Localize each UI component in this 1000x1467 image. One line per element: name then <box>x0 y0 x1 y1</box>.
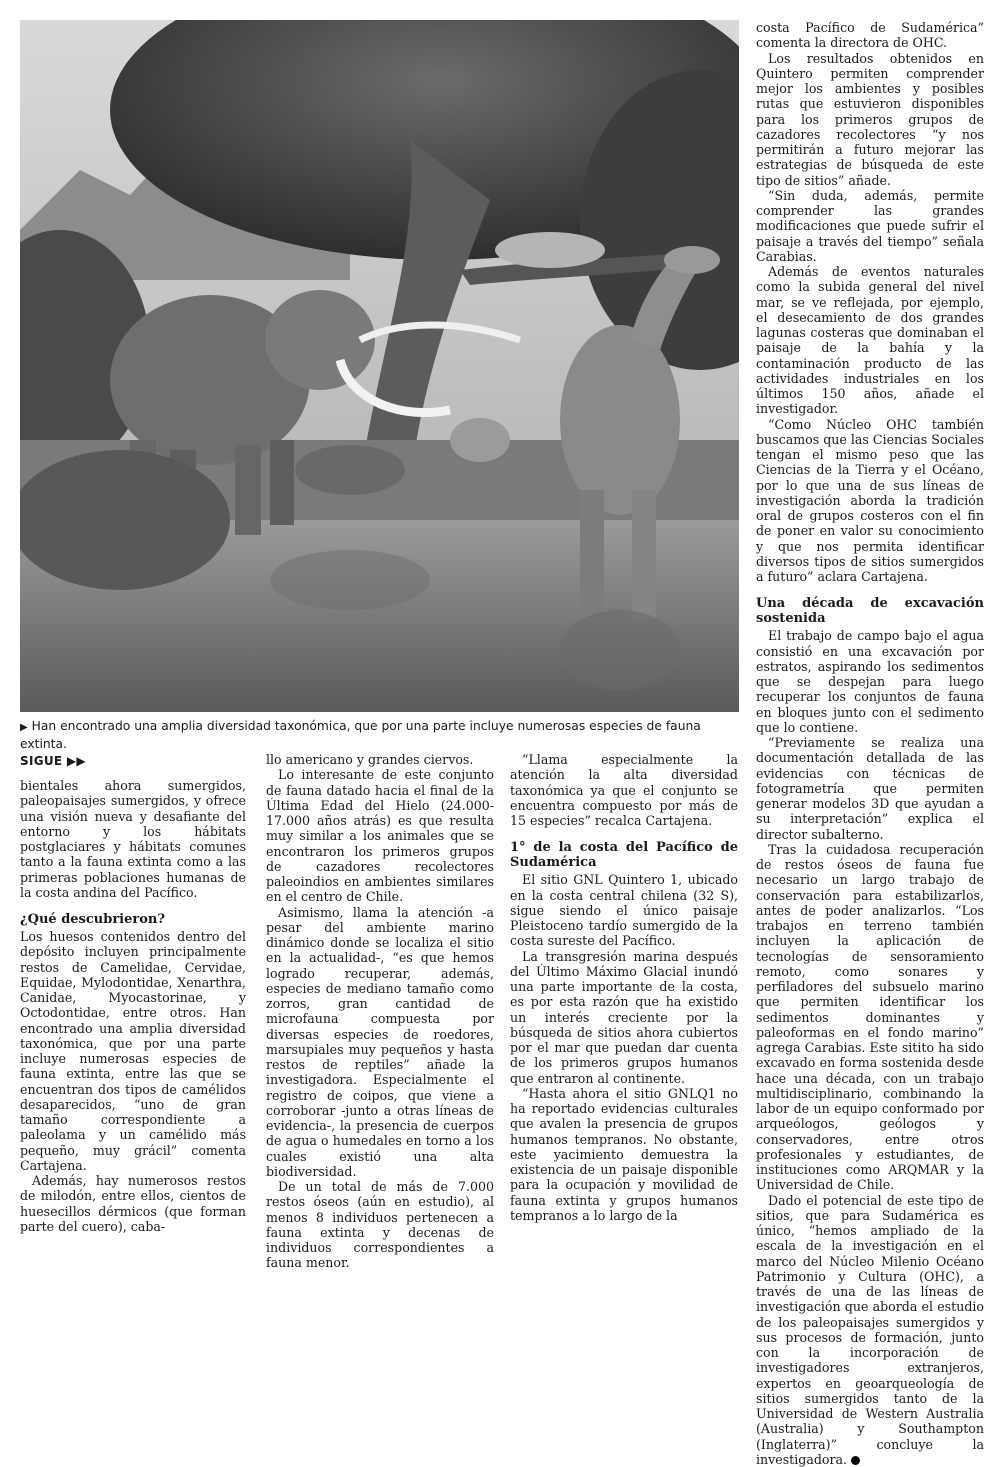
paragraph: Además, hay numerosos restos de milodón, entre ellos, cientos de huesecillos dérmicos (que forman parte del cuero), caba- <box>20 1173 246 1234</box>
fauna-illustration <box>20 20 739 712</box>
article-column-2 <box>266 752 494 1271</box>
paragraph: “Hasta ahora el sitio GNLQ1 no ha reportado evidencias culturales que avalen la presencia de grupos humanos tempranos. No obstante, este yacimiento demuestra la existencia de un paisaje disponible para la ocupación y movilidad de fauna extinta y grupos humanos tempranos a lo largo de la <box>510 1086 738 1223</box>
paragraph: Asimismo, llama la atención -a pesar del ambiente marino dinámico donde se localiza el sitio en la actualidad-, “es que hemos logrado recuperar, además, especies de mediano tamaño como zorros, gran cantidad de microfauna compuesta por diversas especies de roedores, marsupiales muy pequeños y hasta restos de reptiles” añade la investigadora. Especialmente el registro de coipos, que viene a corroborar -junto a otras líneas de evidencia-, la presencia de cuerpos de agua o humedales en torno a los cuales existió una alta biodiversidad. <box>266 905 494 1180</box>
deer-figure <box>450 418 510 462</box>
caption-marker-icon: ▶ <box>20 722 28 733</box>
article-column-3 <box>510 752 738 1223</box>
section-heading: ¿Qué descubrieron? <box>20 912 246 927</box>
paragraph: bientales ahora sumergidos, paleopaisajes sumergidos, y ofrece una visión nueva y desafiante del entorno y los hábitats postglaciares y hábitats comunes tanto a la fauna extinta como a las primeras poblaciones humanas de la costa andina del Pacífico. <box>20 778 246 900</box>
jaguar-figure <box>495 232 605 268</box>
paragraph: “Sin duda, además, permite comprender las grandes modificaciones que puede sufrir el paisaje a través del tiempo” señala Carabias. <box>756 188 984 264</box>
paragraph: “Llama especialmente la atención la alta diversidad taxonómica ya que el conjunto se encuentra compuesto por más de 15 especies” recalca Cartajena. <box>510 752 738 828</box>
paragraph-last <box>756 1193 984 1467</box>
article-column-1 <box>20 778 246 1234</box>
paragraph-text: Dado el potencial de este tipo de sitios, que para Sudamérica es único, “hemos ampliado de la escala de la investigación en el marco del Núcleo Milenio Océano Patrimonio y Cultura (OHC), a través de una de las líneas de investigación que aborda el estudio de los paleopaisajes sumergidos y sus procesos de formación, junto con la incorporación de investigadores extranjeros, expertos en geoarqueología de sitios sumergidos tanto de la Universidad de Western Australia (Australia) y Southampton (Inglaterra)” concluye la investigadora. <box>756 1193 984 1467</box>
paragraph: costa Pacífico de Sudamérica” comenta la directora de OHC. <box>756 20 984 51</box>
article-column-4 <box>756 20 984 1467</box>
paragraph: Los resultados obtenidos en Quintero permiten comprender mejor los ambientes y posibles rutas que estuvieron disponibles para los primeros grupos de cazadores recolectores “y nos permitirán a futuro mejorar las estrategias de búsqueda de este tipo de sitios” añade. <box>756 51 984 188</box>
paragraph: Los huesos contenidos dentro del depósito incluyen principalmente restos de Camelidae, Cervidae, Equidae, Mylodontidae, Xenarthra, Canidae, Myocastorinae, y Octodontidae, entre otros. Han encontrado una amplia diversidad taxonómica, que por una parte incluye numerosas especies de fauna extinta, entre las que se encuentran dos tipos de camélidos desaparecidos, “uno de gran tamaño correspondiente a paleolama y un camélido más pequeño, muy grácil” comenta Cartajena. <box>20 929 246 1173</box>
paragraph: El sitio GNL Quintero 1, ubicado en la costa central chilena (32 S), sigue siendo el único paisaje Pleistoceno tardío sumergido de la costa sureste del Pacífico. <box>510 872 738 948</box>
article-illustration <box>20 20 739 712</box>
paragraph: Lo interesante de este conjunto de fauna datado hacia el final de la Última Edad del Hielo (24.000-17.000 años atrás) es que resulta muy similar a los animales que se encontraron los primeros grupos de cazadores recolectores paleoindios en ambientes similares en el centro de Chile. <box>266 767 494 904</box>
ground-sloth-figure <box>20 450 230 590</box>
paragraph: “Como Núcleo OHC también buscamos que las Ciencias Sociales tengan el mismo peso que las Ciencias de la Tierra y el Océano, por lo que una de sus líneas de investigación aborda la tradición oral de grupos costeros con el fin de poner en valor su conocimiento y que nos permita identificar diversos tipos de sitios sumergidos a futuro” aclara Cartajena. <box>756 417 984 585</box>
paragraph: Tras la cuidadosa recuperación de restos óseos de fauna fue necesario un largo trabajo de conservación para estabilizarlos, antes de poder analizarlos. “Los trabajos en terreno también incluyen la aplicación de tecnologías de sensoramiento remoto, como sonares y perfiladores del subsuelo marino que permiten identificar los sedimentos dominantes y paleoformas en el fondo marino” agrega Carabias. Este sitito ha sido excavado en forma sostenida desde hace una década, con un trabajo multidisciplinario, combinando la labor de un equipo conformado por arqueólogos, geólogos y conservadores, entre otros profesionales y estudiantes, de instituciones como ARQMAR y la Universidad de Chile. <box>756 842 984 1193</box>
caption-text: Han encontrado una amplia diversidad taxonómica, que por una parte incluye numerosas especies de fauna extinta. <box>20 719 701 751</box>
paragraph: El trabajo de campo bajo el agua consistió en una excavación por estratos, aspirando los sedimentos que se despejan para luego recuperar los conjuntos de fauna en bloques junto con el sedimento que lo contiene. <box>756 628 984 735</box>
paragraph: llo americano y grandes ciervos. <box>266 752 494 767</box>
horse-figure <box>295 445 405 495</box>
end-of-article-icon <box>851 1456 860 1465</box>
paragraph: La transgresión marina después del Último Máximo Glacial inundó una parte importante de la costa, es por esta razón que ha existido un interés creciente por la búsqueda de sitios ahora cubiertos por el mar que puedan dar cuenta de los primeros grupos humanos que entraron al continente. <box>510 949 738 1086</box>
paragraph: Además de eventos naturales como la subida general del nivel mar, se ve reflejada, por ejemplo, el desecamiento de dos grandes lagunas costeras que dominaban el paisaje de la bahía y la contaminación producto de las actividades industriales en los últimos 150 años, añade el investigador. <box>756 264 984 417</box>
photo-caption <box>20 718 740 752</box>
paragraph: De un total de más de 7.000 restos óseos (aún en estudio), al menos 8 individuos pertenecen a fauna extinta y decenas de individuos correspondientes a fauna menor. <box>266 1179 494 1271</box>
continues-label: SIGUE ▶▶ <box>20 754 86 768</box>
section-heading: 1° de la costa del Pacífico de Sudamérica <box>510 840 738 870</box>
section-heading: Una década de excavación sostenida <box>756 596 984 626</box>
paragraph: “Previamente se realiza una documentación detallada de las evidencias con técnicas de fotogrametría que permiten generar modelos 3D que ayudan a su interpretación” explica el director subalterno. <box>756 735 984 842</box>
